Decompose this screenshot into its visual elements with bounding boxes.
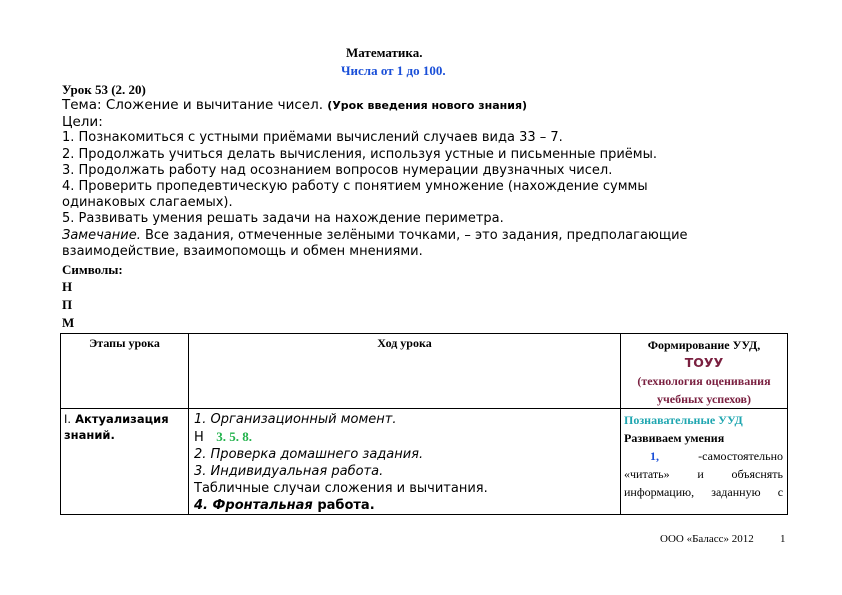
uud-line-c1: информацию, <box>624 485 695 499</box>
uud-title: Познавательные УУД <box>624 413 743 427</box>
header-stages-cell <box>61 334 189 409</box>
header-uud <box>621 334 787 408</box>
theme-line <box>62 97 527 113</box>
uud-line-b1: «читать» <box>624 467 670 481</box>
header-uud-line1: Формирование УУД, <box>647 338 761 352</box>
course-symbol: Н <box>194 430 204 445</box>
uud-subtitle: Развиваем умения <box>624 431 725 445</box>
stage-cell <box>61 409 189 515</box>
table-row <box>61 409 788 515</box>
theme-title: Сложение и вычитание чисел. <box>105 97 323 113</box>
symbol-n: Н <box>62 279 73 294</box>
course-cell <box>189 409 621 515</box>
uud-line-c2: заданную <box>711 485 761 499</box>
subject-heading: Математика. <box>346 45 423 60</box>
course-text <box>189 409 620 514</box>
course-pages: 3. 5. 8. <box>216 429 252 444</box>
goals-title: Цели: <box>62 114 103 130</box>
course-tables-text: Табличные случаи сложения и вычитания. <box>194 481 488 496</box>
uud-line-b2: и <box>697 467 704 481</box>
remark-line <box>62 228 688 243</box>
theme-label: Тема: <box>62 97 102 113</box>
uud-cell <box>621 409 788 515</box>
stage-line1: Актуализация <box>75 412 169 426</box>
header-touu: ТОУУ <box>684 355 724 370</box>
header-course-cell <box>189 334 621 409</box>
goal-item: 5. Развивать умения решать задачи на нахождение периметра. <box>62 211 504 226</box>
uud-text <box>621 409 787 501</box>
course-item1: 1. Организационный момент. <box>194 412 397 427</box>
course-item4-rest: работа. <box>317 498 375 513</box>
footer-company: ООО «Баласс» 2012 <box>660 533 754 545</box>
stage-number: I. <box>64 412 72 426</box>
goal-item: 3. Продолжать работу над осознанием вопросов нумерации двузначных чисел. <box>62 163 613 178</box>
header-uud-cell <box>621 334 788 409</box>
uud-line-b3: объяснять <box>731 467 783 481</box>
course-item4-italic: 4. Фронтальная <box>194 498 313 513</box>
uud-number: 1, <box>650 449 659 463</box>
table-header-row <box>61 334 788 409</box>
header-stages: Этапы урока <box>89 336 160 350</box>
uud-line-a: -самостоятельно <box>698 449 783 463</box>
symbols-title: Символы: <box>62 262 123 277</box>
remark-text: Все задания, отмеченные зелёными точками, – это задания, предполагающие <box>144 228 688 243</box>
header-course: Ход урока <box>377 336 432 350</box>
uud-line-c3: с <box>777 485 784 499</box>
symbol-p: П <box>62 297 73 312</box>
stage-text <box>61 409 188 443</box>
goal-item: 4. Проверить пропедевтическую работу с понятием умножение (нахождение суммы <box>62 179 648 194</box>
goal-item: одинаковых слагаемых). <box>62 195 233 210</box>
remark-text-continued: взаимодействие, взаимопомощь и обмен мнениями. <box>62 244 423 259</box>
topic-heading: Числа от 1 до 100. <box>341 63 446 78</box>
theme-note: (Урок введения нового знания) <box>327 99 528 112</box>
course-item2: 2. Проверка домашнего задания. <box>194 447 424 462</box>
symbol-m: М <box>62 315 75 330</box>
goal-item: 1. Познакомиться с устными приёмами вычислений случаев вида 33 – 7. <box>62 130 563 145</box>
header-uud-line4: учебных успехов) <box>656 392 752 406</box>
remark-label: Замечание. <box>62 228 141 243</box>
stage-line2: знаний. <box>64 428 115 442</box>
lesson-table <box>60 333 788 515</box>
goal-item: 2. Продолжать учиться делать вычисления, используя устные и письменные приёмы. <box>62 147 657 162</box>
header-uud-line3: (технология оценивания <box>637 374 771 388</box>
footer-page-number: 1 <box>780 533 786 545</box>
lesson-number: Урок 53 (2. 20) <box>62 82 146 97</box>
course-item3: 3. Индивидуальная работа. <box>194 464 384 479</box>
